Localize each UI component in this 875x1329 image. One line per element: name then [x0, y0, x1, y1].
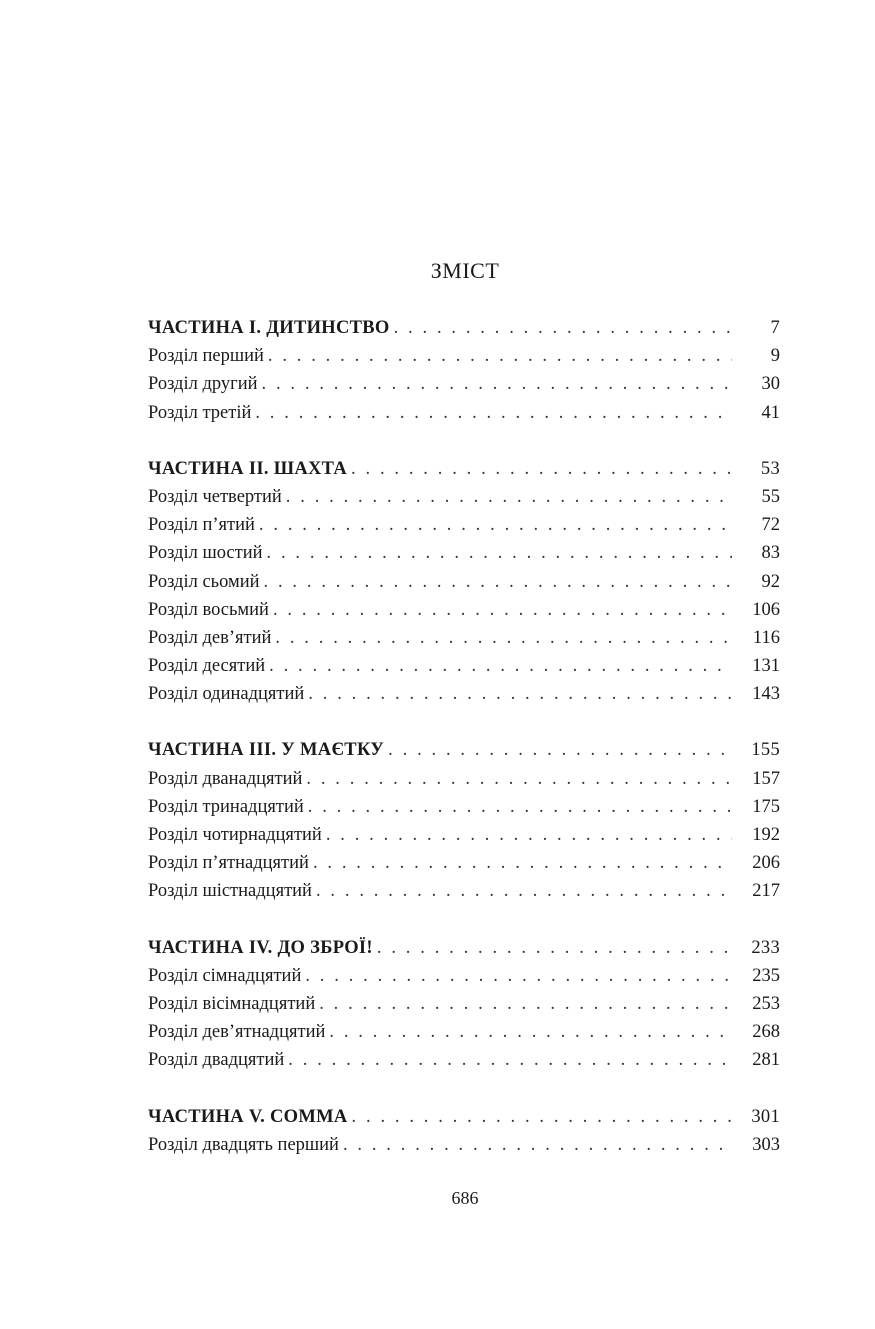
dot-leader	[262, 370, 732, 398]
dot-leader	[319, 990, 732, 1018]
page-number: 30	[761, 374, 780, 395]
page-number: 92	[761, 571, 780, 592]
toc-chapter-entry	[148, 849, 780, 877]
page-number: 143	[752, 684, 780, 705]
chapter-title: Розділ двадцять перший	[148, 1134, 339, 1155]
dot-leader	[316, 877, 732, 905]
toc-chapter-entry	[148, 399, 780, 427]
page-number: 155	[751, 740, 780, 761]
toc-part	[148, 1103, 780, 1159]
toc-chapter-entry	[148, 483, 780, 511]
dot-leader	[308, 793, 732, 821]
page-number: 41	[761, 402, 780, 423]
part-title: ЧАСТИНА V. СОММА	[148, 1106, 348, 1127]
chapter-title: Розділ шістнадцятий	[148, 881, 312, 902]
toc-part-heading	[148, 736, 780, 764]
toc-chapter-entry	[148, 793, 780, 821]
dot-leader	[388, 736, 732, 764]
part-title: ЧАСТИНА І. ДИТИНСТВО	[148, 318, 390, 338]
toc-chapter-entry	[148, 511, 780, 539]
page-number: 281	[752, 1050, 780, 1071]
toc-chapter-entry	[148, 539, 780, 567]
toc-part	[148, 934, 780, 1075]
part-title: ЧАСТИНА ІІІ. У МАЄТКУ	[148, 740, 385, 761]
toc-chapter-entry	[148, 596, 780, 624]
chapter-title: Розділ дев’ятий	[148, 627, 272, 648]
dot-leader	[343, 1131, 732, 1159]
toc-part	[148, 455, 780, 709]
part-title: ЧАСТИНА ІІ. ШАХТА	[148, 458, 348, 479]
chapter-title: Розділ другий	[148, 374, 258, 395]
toc-part-heading	[148, 314, 780, 342]
chapter-title: Розділ чотирнадцятий	[148, 825, 322, 845]
page-number: 233	[751, 937, 780, 958]
dot-leader	[308, 680, 732, 708]
dot-leader	[269, 652, 732, 680]
dot-leader	[306, 765, 732, 793]
toc-chapter-entry	[148, 624, 780, 652]
toc-chapter-entry	[148, 1131, 780, 1159]
page-number: 72	[761, 515, 780, 536]
dot-leader	[259, 511, 732, 539]
toc-chapter-entry	[148, 962, 780, 990]
toc-chapter-entry	[148, 652, 780, 680]
page-number: 253	[752, 993, 780, 1014]
page-number: 217	[752, 881, 780, 902]
toc-part-heading	[148, 934, 780, 962]
page-number: 192	[752, 825, 780, 845]
chapter-title: Розділ п’ятнадцятий	[148, 853, 309, 874]
page-number: 235	[752, 965, 780, 986]
page-number: 175	[752, 796, 780, 817]
toc-chapter-entry	[148, 342, 780, 370]
dot-leader	[267, 539, 732, 567]
toc-chapter-entry	[148, 990, 780, 1018]
dot-leader	[305, 962, 732, 990]
table-of-contents	[148, 314, 780, 1187]
page-number: 157	[752, 768, 780, 789]
dot-leader	[275, 624, 732, 652]
chapter-title: Розділ десятий	[148, 656, 266, 677]
chapter-title: Розділ вісімнадцятий	[148, 993, 316, 1014]
page-number: 55	[761, 486, 780, 507]
chapter-title: Розділ тринадцятий	[148, 796, 304, 817]
page-title: ЗМІСТ	[430, 258, 500, 283]
dot-leader	[313, 849, 732, 877]
toc-part-heading	[148, 1103, 780, 1131]
dot-leader	[352, 1103, 732, 1131]
dot-leader	[288, 1046, 732, 1074]
dot-leader	[264, 568, 732, 596]
page-number: 83	[761, 543, 780, 564]
page-number: 53	[760, 458, 780, 479]
page-number: 7	[770, 318, 780, 338]
chapter-title: Розділ одинадцятий	[148, 684, 305, 705]
chapter-title: Розділ третій	[148, 402, 252, 423]
chapter-title: Розділ дев’ятнадцятий	[148, 1022, 326, 1043]
dot-leader	[268, 342, 732, 370]
toc-part	[148, 736, 780, 905]
dot-leader	[326, 821, 732, 849]
page-number: 206	[752, 853, 780, 874]
part-title: ЧАСТИНА IV. ДО ЗБРОЇ!	[148, 937, 373, 958]
toc-chapter-entry	[148, 765, 780, 793]
chapter-title: Розділ перший	[148, 346, 264, 367]
toc-chapter-entry	[148, 370, 780, 398]
page-number: 268	[752, 1022, 780, 1043]
dot-leader	[394, 314, 732, 342]
chapter-title: Розділ восьмий	[148, 599, 269, 620]
toc-chapter-entry	[148, 568, 780, 596]
chapter-title: Розділ сімнадцятий	[148, 965, 302, 986]
dot-leader	[286, 483, 732, 511]
chapter-title: Розділ двадцятий	[148, 1050, 285, 1071]
chapter-title: Розділ четвертий	[148, 486, 282, 507]
page-number: 303	[752, 1134, 780, 1155]
page-number: 9	[770, 346, 780, 367]
toc-part	[148, 314, 780, 427]
toc-chapter-entry	[148, 1018, 780, 1046]
page-number: 106	[752, 599, 780, 620]
dot-leader	[255, 399, 732, 427]
page-folio-number: 686	[451, 1188, 479, 1208]
chapter-title: Розділ шостий	[148, 543, 263, 564]
dot-leader	[329, 1018, 732, 1046]
chapter-title: Розділ п’ятий	[148, 515, 255, 536]
toc-chapter-entry	[148, 821, 780, 849]
toc-chapter-entry	[148, 877, 780, 905]
toc-chapter-entry	[148, 680, 780, 708]
page-number: 116	[752, 627, 780, 648]
chapter-title: Розділ дванадцятий	[148, 768, 303, 789]
toc-part-heading	[148, 455, 780, 483]
page-number: 301	[751, 1106, 780, 1127]
dot-leader	[351, 455, 732, 483]
dot-leader	[273, 596, 732, 624]
dot-leader	[377, 934, 732, 962]
toc-chapter-entry	[148, 1046, 780, 1074]
page-number: 131	[752, 656, 780, 677]
chapter-title: Розділ сьомий	[148, 571, 260, 592]
